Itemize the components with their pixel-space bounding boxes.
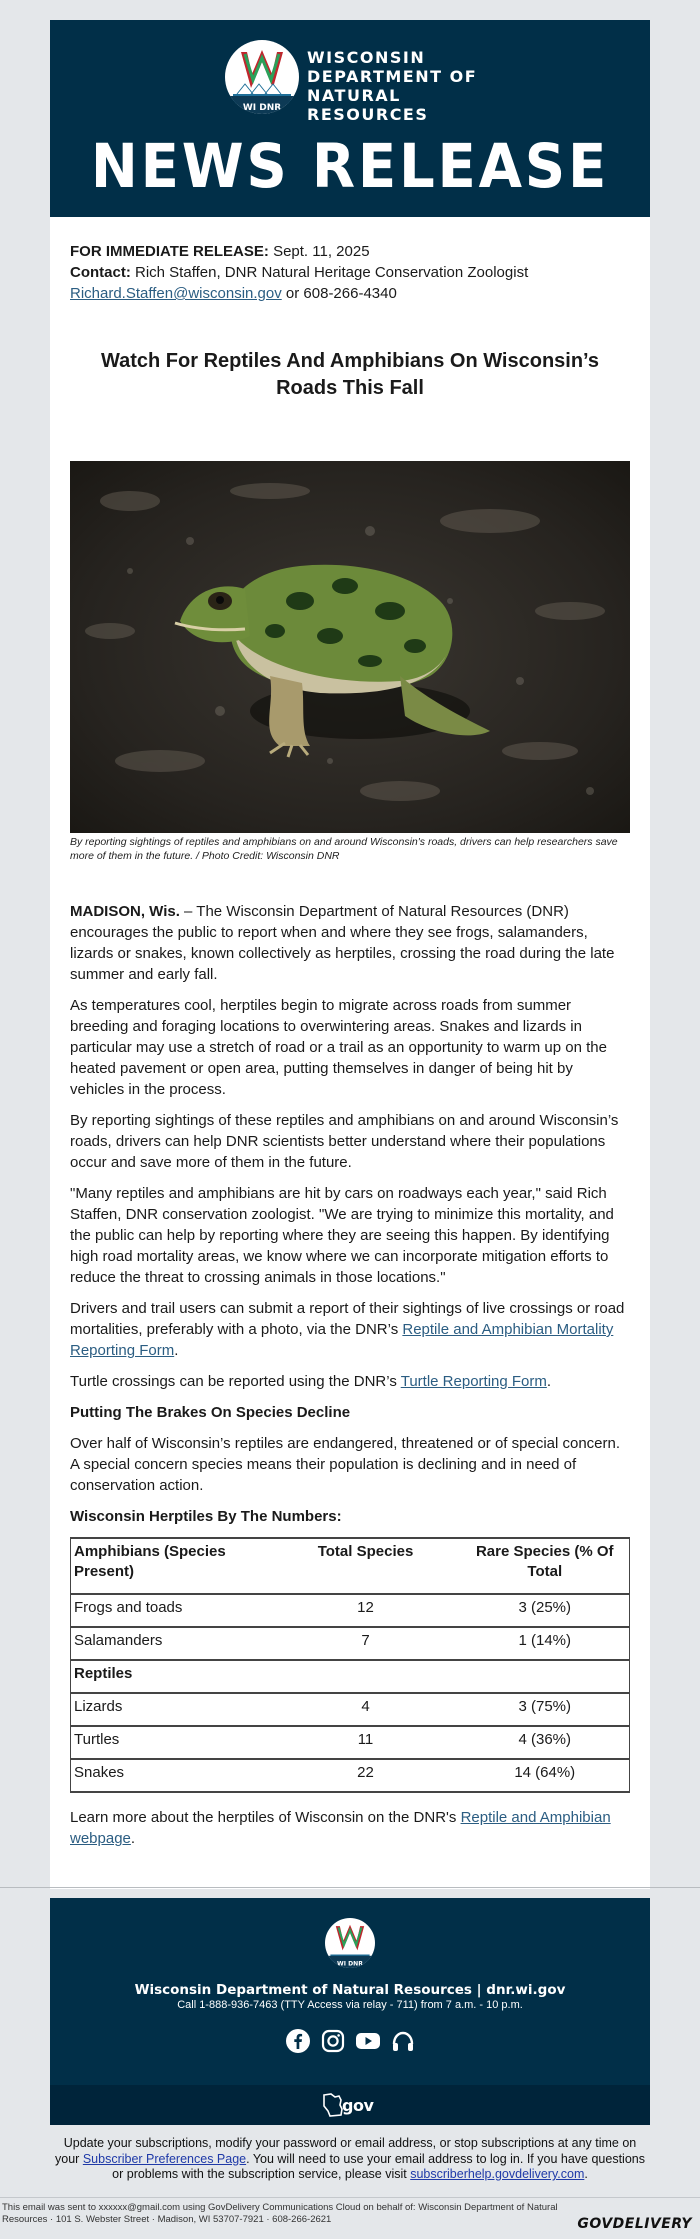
fine-print-text: This email was sent to xxxxxx@gmail.com using GovDelivery Communications Cloud on behalf of: Wisconsin Department of Natural Resources · 101 S. Webster Street · Madison, WI 53707-7921 · 608-266-2621 [2, 2202, 558, 2225]
contact-label: Contact: [70, 264, 131, 281]
subscriber-preferences-link[interactable]: Subscriber Preferences Page [82, 2151, 247, 2166]
table-cell: 12 [271, 1594, 461, 1627]
table-cell: 22 [271, 1759, 461, 1792]
svg-text:WI DNR: WI DNR [337, 1960, 363, 1968]
subscription-notice [50, 2136, 650, 2183]
paragraph-2: As temperatures cool, herptiles begin to migrate across roads from summer breeding and foraging locations to overwintering areas. Snakes and lizards in particular may use a stretch of road or a trail as an opportunity to warm up on the heated pavement or open area, putting themselves in danger of being hit by vehicles in the process. [70, 997, 607, 1098]
footer-banner [50, 1898, 650, 2085]
wisconsin-state-icon [322, 2092, 344, 2118]
paragraph-6-end: . [546, 1373, 552, 1390]
facebook-icon[interactable] [285, 2028, 311, 2054]
contact-email-link[interactable]: Richard.Staffen@wisconsin.gov [70, 285, 282, 302]
wordmark-line2: DEPARTMENT OF [307, 67, 478, 86]
paragraph-6-text: Turtle crossings can be reported using the DNR’s [70, 1373, 401, 1390]
paragraph-4: "Many reptiles and amphibians are hit by cars on roadways each year," said Rich Staffen, DNR conservation zoologist. "We are trying to minimize this mortality, and the public can help by reporting where they are seeing this happen. By identifying high road mortality areas, we know where we can incorporate mitigation efforts to reduce the threat to crossing animals in those locations." [70, 1185, 614, 1286]
subscribe-text-2: . You will need to use your email address to log in. If you have questions or problems with the subscription service, please visit [112, 2151, 645, 2181]
footer-dnr-logo[interactable] [325, 1918, 375, 1968]
wordmark-line1: WISCONSIN [307, 48, 426, 67]
table-cell: 3 (75%) [461, 1693, 630, 1726]
divider [0, 1887, 700, 1888]
paragraph-3: By reporting sightings of these reptiles and amphibians on and around Wisconsin’s roads, drivers can help DNR scientists better understand where their populations occur and save more of them in the future. [70, 1112, 619, 1171]
table-cell: 1 (14%) [461, 1627, 630, 1660]
fine-print-bar [0, 2197, 700, 2239]
wordmark-line3: NATURAL RESOURCES [307, 86, 429, 124]
social-icons [50, 2028, 650, 2054]
table-cell: 4 [271, 1693, 461, 1726]
footer-call-line: Call 1-888-936-7463 (TTY Access via relay - 711) from 7 a.m. - 10 p.m. [177, 1999, 523, 2011]
dnr-logo[interactable] [225, 40, 525, 122]
article-body [50, 217, 650, 1889]
wi-gov-logo[interactable] [322, 2091, 378, 2119]
subhead-by-numbers: Wisconsin Herptiles By The Numbers: [70, 1508, 342, 1525]
mortality-form-link[interactable]: Reptile and Amphibian Mortality Reporting Form [70, 1321, 614, 1359]
contact-phone: or 608-266-4340 [285, 285, 397, 302]
table-header-cell: Amphibians (Species Present) [71, 1538, 271, 1594]
reptiles-section-label: Reptiles [71, 1660, 630, 1693]
herptiles-table [70, 1537, 630, 1793]
table-cell: Snakes [71, 1759, 271, 1792]
paragraph-8 [70, 1807, 630, 1849]
subscriber-help-link[interactable]: subscriberhelp.govdelivery.com [410, 2167, 585, 2181]
table-row [71, 1759, 630, 1792]
table-cell: Salamanders [71, 1627, 271, 1660]
dnr-logo-emblem [225, 40, 299, 114]
table-header-cell: Rare Species (% Of Total [461, 1538, 630, 1594]
table-cell: 3 (25%) [461, 1594, 630, 1627]
subscribe-text: Update your subscriptions, modify your password or email address, or stop subscriptions at any time on your [55, 2136, 637, 2166]
paragraph-5-text: Drivers and trail users can submit a report of their sightings of live crossings or road mortalities, preferably with a photo, via the DNR’s [70, 1300, 625, 1338]
dnr-emblem-icon [325, 1918, 375, 1968]
paragraph-6 [70, 1371, 630, 1392]
gov-label: gov [342, 2096, 374, 2115]
svg-text:WI DNR: WI DNR [242, 103, 282, 113]
release-date: Sept. 11, 2025 [273, 243, 370, 260]
dnr-wordmark [307, 48, 525, 124]
email-card [50, 20, 650, 1889]
youtube-icon[interactable] [355, 2028, 381, 2054]
dnr-emblem-icon [225, 40, 299, 114]
govdelivery-logo[interactable]: GOVDELIVERY [577, 2216, 692, 2232]
footer-org-line: Wisconsin Department of Natural Resources | dnr.wi.gov [134, 1982, 566, 1998]
frog-photo [70, 461, 630, 833]
podcast-headphones-icon[interactable] [390, 2028, 416, 2054]
paragraph-5 [70, 1298, 630, 1361]
subscribe-text-end: . [584, 2167, 588, 2181]
release-meta [70, 241, 630, 304]
paragraph-5-end: . [174, 1342, 179, 1359]
table-cell: Lizards [71, 1693, 271, 1726]
table-cell: 14 (64%) [461, 1759, 630, 1792]
dateline: MADISON, Wis. [70, 903, 180, 920]
wi-gov-bar [50, 2085, 650, 2125]
table-header-row [71, 1538, 630, 1594]
table-cell: 4 (36%) [461, 1726, 630, 1759]
paragraph-8-text: Learn more about the herptiles of Wisconsin on the DNR's [70, 1809, 461, 1826]
reptile-webpage-link[interactable]: Reptile and Amphibian webpage [70, 1809, 611, 1847]
table-cell: Frogs and toads [71, 1594, 271, 1627]
release-label: FOR IMMEDIATE RELEASE: [70, 243, 269, 260]
table-cell: 11 [271, 1726, 461, 1759]
paragraph-1 [70, 901, 630, 985]
photo-caption: By reporting sightings of reptiles and amphibians on and around Wisconsin's roads, drivers can help researchers save more of them in the future. / Photo Credit: Wisconsin DNR [70, 836, 618, 862]
table-row [71, 1693, 630, 1726]
instagram-icon[interactable] [320, 2028, 346, 2054]
contact-name: Rich Staffen, DNR Natural Heritage Conservation Zoologist [135, 264, 529, 281]
article-headline: Watch For Reptiles And Amphibians On Wisconsin’s Roads This Fall [100, 350, 599, 399]
paragraph-8-end: . [130, 1830, 136, 1847]
table-row [71, 1726, 630, 1759]
table-row [71, 1627, 630, 1660]
table-cell: Turtles [71, 1726, 271, 1759]
table-section-row [71, 1660, 630, 1693]
paragraph-1-text: – The Wisconsin Department of Natural Resources (DNR) encourages the public to report when and where they see frogs, salamanders, lizards or snakes, known collectively as herptiles, crossing the road during the late summer and early fall. [70, 903, 615, 983]
turtle-form-link[interactable]: Turtle Reporting Form [400, 1373, 547, 1390]
paragraph-7: Over half of Wisconsin’s reptiles are endangered, threatened or of special concern. A special concern species means their population is declining and in need of conservation action. [70, 1435, 621, 1494]
header-banner [50, 20, 650, 217]
news-release-title: NEWS RELEASE [90, 131, 610, 202]
subhead-species-decline: Putting The Brakes On Species Decline [70, 1404, 351, 1421]
table-row [71, 1594, 630, 1627]
table-header-cell: Total Species [271, 1538, 461, 1594]
table-cell: 7 [271, 1627, 461, 1660]
